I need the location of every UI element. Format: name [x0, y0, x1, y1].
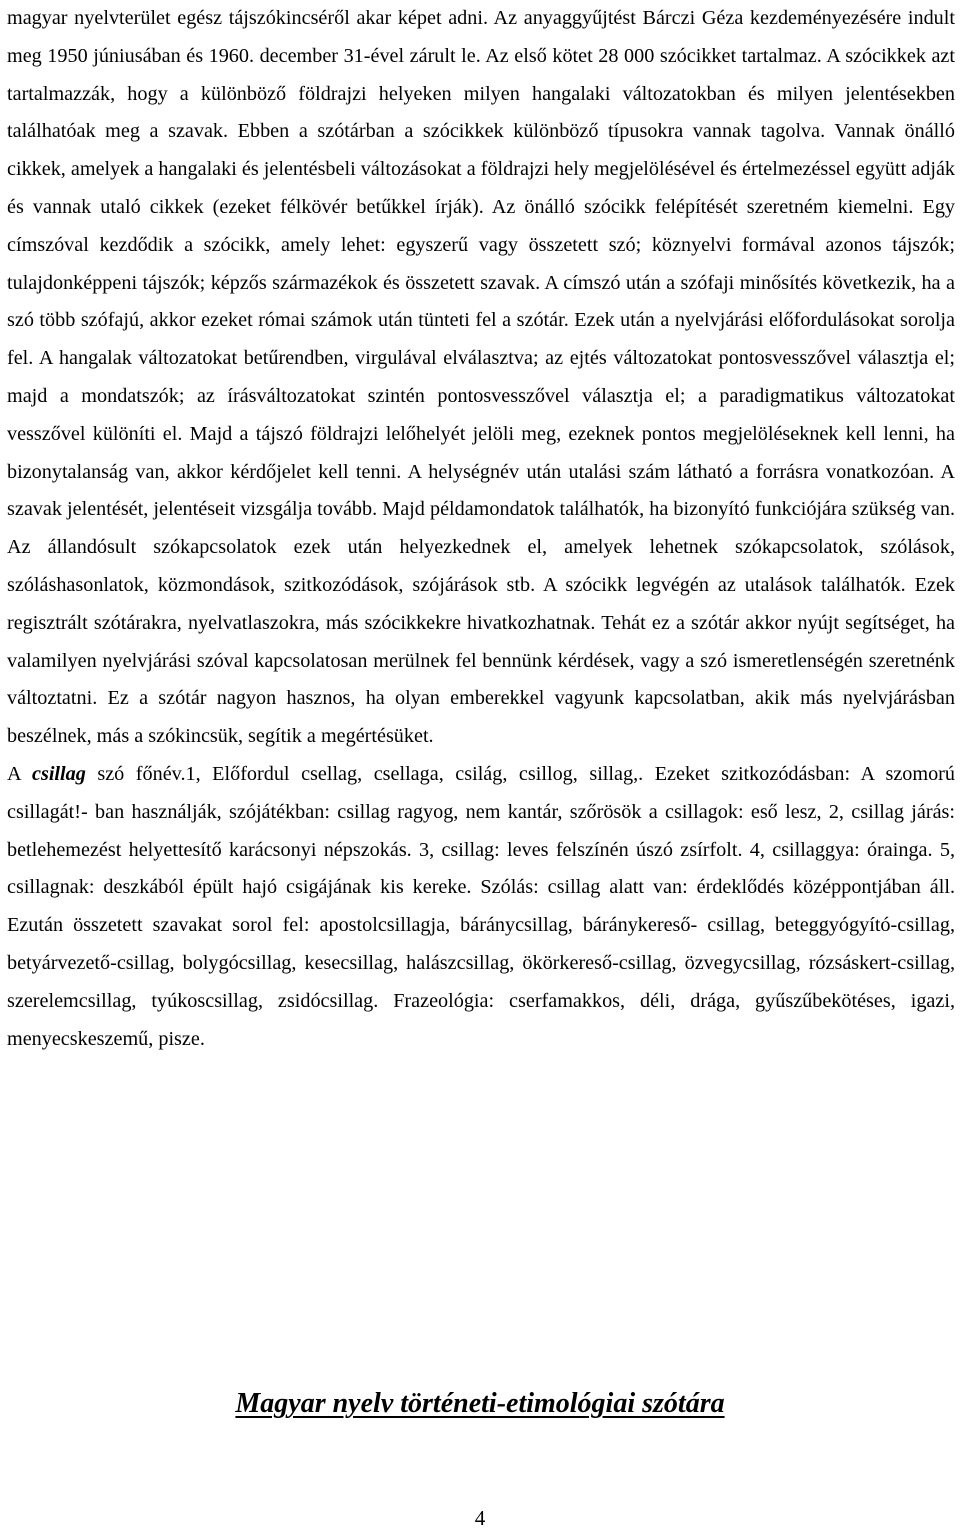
- paragraph-2-body: szó főnév.1, Előfordul csellag, csellaga, csilág, csillog, sillag,. Ezeket szitkozódásban: A szomorú csillagát!- ban használják, szójátékban: csillag ragyog, nem kantár, szőrösök a csillagok: eső lesz, 2, csillag járás: betlehemezést helyettesítő karácsonyi népszokás. 3, csillag: leves felszínén úszó zsírfolt. 4, csillaggya: óraingа. 5, csillagnak: deszkából épült hajó csigájának kis kereke. Szólás: csillag alatt van: érdeklődés középpontjában áll. Ezután összetett szavakat sorol fel: apostolcsillagja, báránycsillag, báránykereső- csillag, beteggyógyító-csillag, betyárvezető-csillag, bolygócsillag, kesecsillag, halászcsillag, ökörkereső-csillag, özvegycsillag, rózsáskert-csillag, szerelemcsillag, tyúkoscsillag, zsidócsillag. Frazeológia: cserfamakkos, déli, drága, gyűszűbekötéses, igazi, menyecskeszemű, pisze.: [7, 762, 955, 1050]
- section-heading: Magyar nyelv történeti-etimológiai szótára: [235, 1388, 725, 1419]
- headword-csillag: csillag: [32, 762, 86, 785]
- paragraph-2-lead: A: [7, 762, 32, 785]
- document-page: [7, 0, 955, 1058]
- page-number: 4: [474, 1506, 486, 1530]
- body-paragraph-2: [7, 756, 955, 1058]
- body-paragraph-1: magyar nyelvterület egész tájszókincséről akar képet adni. Az anyaggyűjtést Bárczi Géza kezdeményezésére indult meg 1950 júniusában és 1960. december 31-ével zárult le. Az első kötet 28 000 szócikket tartalmaz. A szócikkek azt tartalmazzák, hogy a különböző földrajzi helyeken milyen hangalaki változatokban és milyen jelentésekben találhatóak meg a szavak. Ebben a szótárban a szócikkek különböző típusokra vannak tagolva. Vannak önálló cikkek, amelyek a hangalaki és jelentésbeli változásokat a földrajzi hely megjelölésével és értelmezéssel együtt adják és vannak utaló cikkek (ezeket félkövér betűkkel írják). Az önálló szócikk felépítését szeretném kiemelni. Egy címszóval kezdődik a szócikk, amely lehet: egyszerű vagy összetett szó; köznyelvi formával azonos tájszók; tulajdonképpeni tájszók; képzős származékok és összetett szavak. A címszó után a szófaji minősítés következik, ha a szó több szófajú, akkor ezeket római számok után tünteti fel a szótár. Ezek után a nyelvjárási előfordulásokat sorolja fel. A hangalak változatokat betűrendben, virgulával elválasztva; az ejtés változatokat pontosvesszővel választja el; majd a mondatszók; az írásváltozatokat szintén pontosvesszővel választja el; a paradigmatikus változatokat vesszővel különíti el. Majd a tájszó földrajzi lelőhelyét jelöli meg, ezeknek pontos megjelöléseknek kell lenni, ha bizonytalanság van, akkor kérdőjelet kell tenni. A helységnév után utalási szám látható a forrásra vonatkozóan. A szavak jelentését, jelentéseit vizsgálja tovább. Majd példamondatok találhatók, ha bizonyító funkciójára szükség van. Az állandósult szókapcsolatok ezek után helyezkednek el, amelyek lehetnek szókapcsolatok, szólások, szóláshasonlatok, közmondások, szitkozódások, szójárások stb. A szócikk legvégén az utalások találhatók. Ezek regisztrált szótárakra, nyelvatlaszokra, más szócikkekre hivatkozhatnak. Tehát ez a szótár akkor nyújt segítséget, ha valamilyen nyelvjárási szóval kapcsolatosan merülnek fel bennünk kérdések, vagy a szó ismeretlenségén szeretnénk változtatni. Ez a szótár nagyon hasznos, ha olyan emberekkel vagyunk kapcsolatban, akik más nyelvjárásban beszélnek, más a szókincsük, segítik a megértésüket.: [7, 7, 955, 748]
